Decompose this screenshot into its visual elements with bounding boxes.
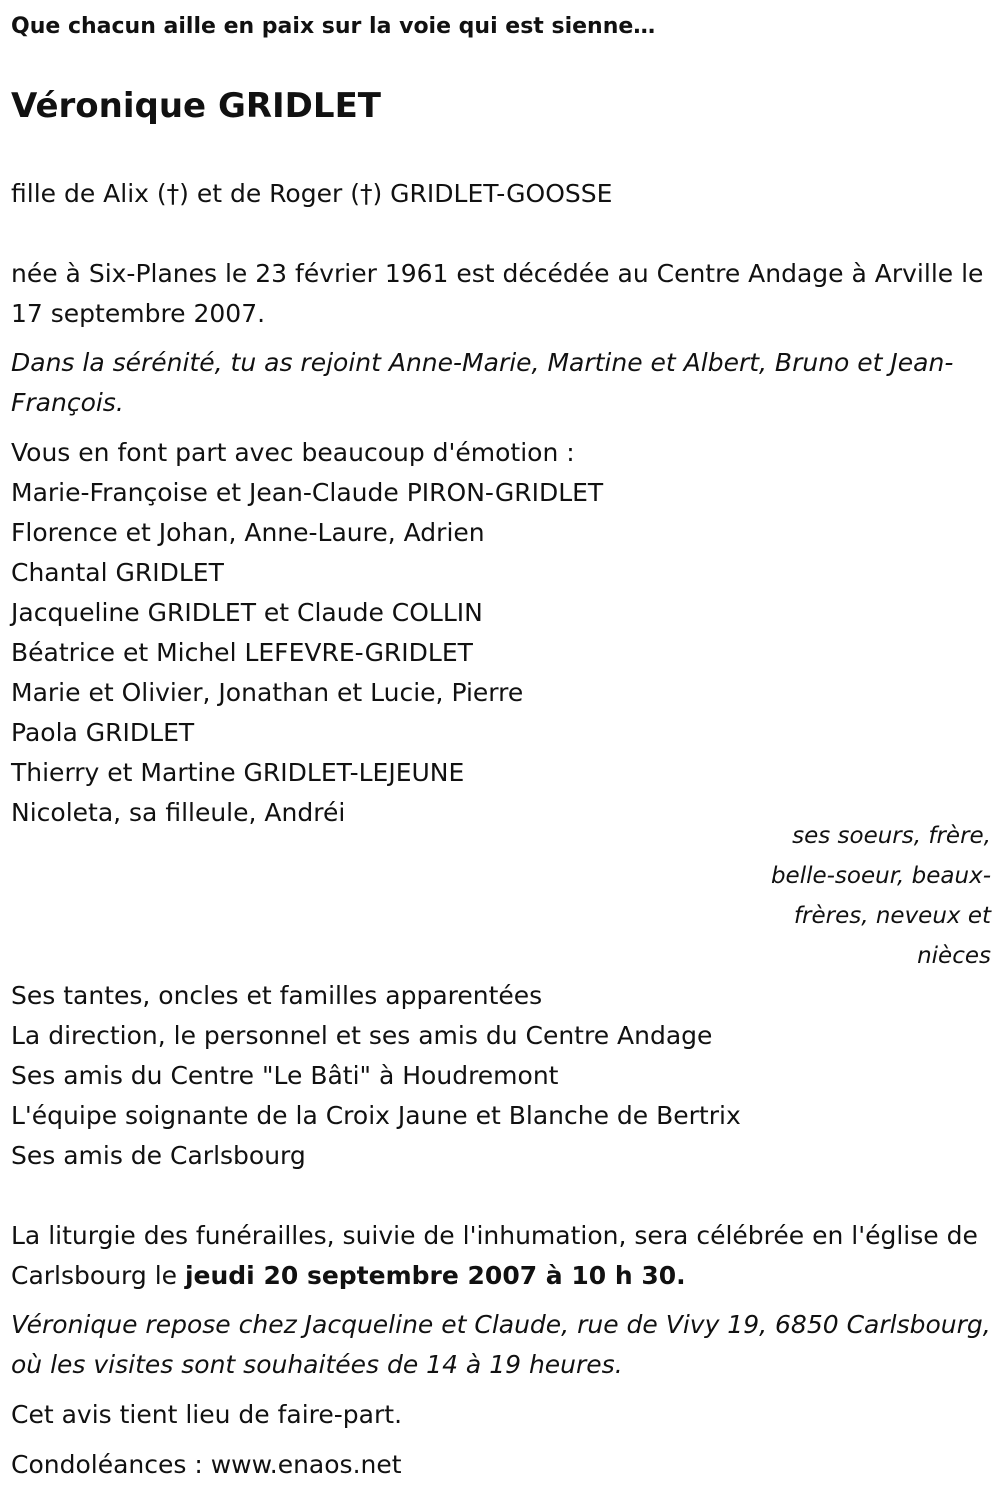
family-member: Nicoleta, sa filleule, Andréi [11,798,346,827]
others-block [11,976,991,1176]
notice-block [11,1395,991,1435]
announce-intro: Vous en font part avec beaucoup d'émotion : [11,438,575,467]
parents-line: fille de Alix (†) et de Roger (†) GRIDLET-GOOSSE [11,179,613,208]
deceased-name: Véronique GRIDLET [11,86,381,126]
family-member: Florence et Johan, Anne-Laure, Adrien [11,518,485,547]
condolences-line: Condoléances : www.enaos.net [11,1450,402,1479]
family-member: Paola GRIDLET [11,718,195,747]
other-mourner: La direction, le personnel et ses amis du Centre Andage [11,1021,713,1050]
motto-heading: Que chacun aille en paix sur la voie qui est sienne… [11,14,656,39]
family-member: Thierry et Martine GRIDLET-LEJEUNE [11,758,465,787]
liturgy-date: jeudi 20 septembre 2007 à 10 h 30. [184,1261,686,1290]
family-block [11,433,991,833]
liturgy-text: La liturgie des funérailles, suivie de l'inhumation, sera célébrée en l'église de Carlsbourg le [11,1221,978,1290]
family-member: Marie-Françoise et Jean-Claude PIRON-GRIDLET [11,478,604,507]
family-member: Marie et Olivier, Jonathan et Lucie, Pierre [11,678,524,707]
condolences-block [11,1445,991,1485]
family-member: Jacqueline GRIDLET et Claude COLLIN [11,598,483,627]
relationship-note: ses soeurs, frère, belle-soeur, beaux-frères, neveux et nièces [770,823,991,969]
liturgy-line [11,1216,991,1296]
notice-line: Cet avis tient lieu de faire-part. [11,1400,403,1429]
birth-death-line: née à Six-Planes le 23 février 1961 est décédée au Centre Andage à Arville le 17 septembre 2007. [11,259,984,328]
serenity-line: Dans la sérénité, tu as rejoint Anne-Marie, Martine et Albert, Bruno et Jean-François. [11,348,954,417]
rest-place-line: Véronique repose chez Jacqueline et Claude, rue de Vivy 19, 6850 Carlsbourg, où les visites sont souhaitées de 14 à 19 heures. [11,1310,991,1379]
family-member: Béatrice et Michel LEFEVRE-GRIDLET [11,638,473,667]
parents-block [11,174,991,214]
family-member: Chantal GRIDLET [11,558,224,587]
other-mourner: Ses amis du Centre "Le Bâti" à Houdremont [11,1061,559,1090]
liturgy-block [11,1216,991,1296]
other-mourner: L'équipe soignante de la Croix Jaune et Blanche de Bertrix [11,1101,741,1130]
rest-place-block [11,1305,991,1385]
birth-death-block [11,254,991,334]
other-mourner: Ses tantes, oncles et familles apparentées [11,981,543,1010]
serenity-block [11,343,991,423]
other-mourner: Ses amis de Carlsbourg [11,1141,306,1170]
